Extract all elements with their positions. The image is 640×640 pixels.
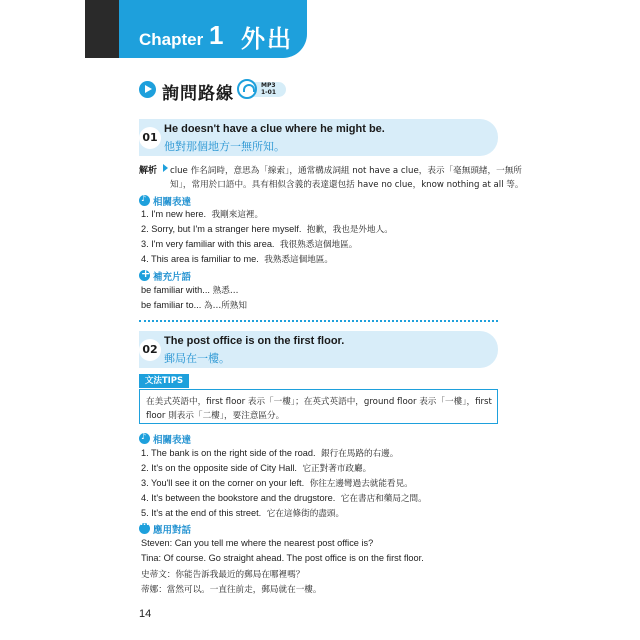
dialogue-label: [139, 522, 191, 536]
section-title: 詢問路線: [162, 84, 234, 104]
play-icon: [139, 81, 156, 98]
chapter-number: 1: [209, 20, 224, 50]
chapter-word: Chapter: [139, 30, 204, 49]
related-label-text: 相關表達: [153, 435, 192, 446]
list-item: 5. It's at the end of this street. 它在這條街的盡頭。: [141, 508, 345, 519]
list-item: 4. It's between the bookstore and the drugstore. 它在書店和藥局之間。: [141, 493, 427, 504]
list-item: 3. You'll see it on the corner on your left. 你往左邊彎過去就能看見。: [141, 478, 413, 489]
page-number: 14: [139, 608, 152, 620]
list-item: be familiar to... 為…所熟知: [141, 300, 247, 311]
analysis-line-1: clue 作名詞時，意思為「線索」，通常構成詞組 not have a clue，表示「毫無頭緒，一無所: [170, 166, 522, 176]
tips-line-1: 在美式英語中，first floor 表示「一樓」；在英式英語中，ground floor 表示「一樓」，first: [146, 397, 492, 407]
supplement-label: [139, 269, 191, 283]
dialogue-label-text: 應用對話: [153, 525, 192, 536]
related-label-1: [139, 194, 191, 208]
dialogue-line: Tina: Of course. Go straight ahead. The post office is on the first floor.: [141, 553, 424, 563]
plus-icon: [139, 270, 150, 281]
supplement-label-text: 補充片語: [153, 272, 192, 283]
entry-number-badge: 01: [139, 127, 161, 149]
audio-note-icon: [139, 195, 150, 206]
audio-format: MP3: [261, 82, 276, 89]
chapter-tab: [119, 0, 307, 58]
analysis-line-2: 知」，常用於口語中。具有相似含義的表達還包括 have no clue，know nothing at all 等。: [170, 180, 524, 190]
entry-english: He doesn't have a clue where he might be.: [164, 123, 385, 135]
analysis-label: 解析: [139, 166, 158, 176]
entry-chinese: 郵局在一樓。: [164, 352, 230, 365]
related-label-text: 相關表達: [153, 197, 192, 208]
grammar-tips-tag: 文法TIPS: [139, 374, 189, 388]
list-item: be familiar with... 熟悉…: [141, 285, 239, 296]
list-item: 1. The bank is on the right side of the road. 銀行在馬路的右邊。: [141, 448, 399, 459]
chapter-title: 外出: [241, 25, 293, 53]
list-item: 2. It's on the opposite side of City Hall. 它正對著市政廳。: [141, 463, 372, 474]
dialogue-line: 史蒂文：你能告訴我最近的郵局在哪裡嗎？: [141, 570, 305, 580]
headphones-icon: [237, 79, 257, 99]
list-item: 1. I'm new here. 我剛來這裡。: [141, 209, 264, 220]
dialogue-line: Steven: Can you tell me where the nearest post office is?: [141, 538, 374, 548]
list-item: 4. This area is familiar to me. 我熟悉這個地區。: [141, 254, 334, 265]
entry-english: The post office is on the first floor.: [164, 335, 345, 347]
section-divider: [139, 320, 498, 322]
audio-note-icon: [139, 433, 150, 444]
dialogue-line: 蒂娜：當然可以。一直往前走，郵局就在一樓。: [141, 585, 322, 595]
header-dark-tab: [85, 0, 119, 58]
list-item: 3. I'm very familiar with this area. 我很熟悉這個地區。: [141, 239, 358, 250]
related-label-2: [139, 432, 191, 446]
audio-track: 1-01: [261, 88, 277, 96]
arrow-icon: [163, 164, 168, 172]
entry-number-badge: 02: [139, 339, 161, 361]
chat-icon: [139, 523, 150, 534]
tips-line-2: floor 則表示「二樓」，要注意區分。: [146, 411, 285, 421]
audio-track-label: [261, 83, 276, 96]
list-item: 2. Sorry, but I'm a stranger here myself. 抱歉，我也是外地人。: [141, 224, 393, 235]
entry-chinese: 他對那個地方一無所知。: [164, 140, 285, 153]
